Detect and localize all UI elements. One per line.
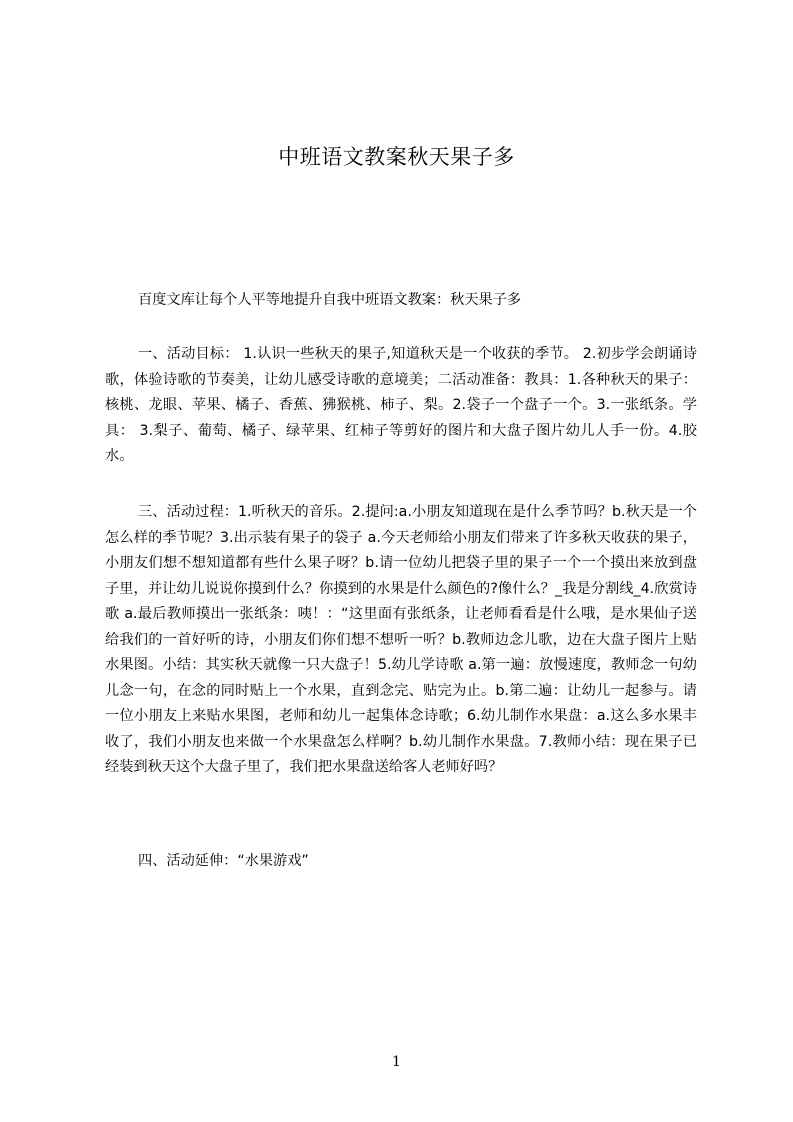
document-title: 中班语文教案秋天果子多 <box>278 145 515 169</box>
objectives-paragraph: 一、活动目标： 1.认识一些秋天的果子,知道秋天是一个收获的季节。 2.初步学会朗诵诗歌，体验诗歌的节奏美，让幼儿感受诗歌的意境美；二活动准备：教具：1.各种秋天的果子：核桃、龙眼、苹果、橘子、香蕉、狒猴桃、柿子、梨。2.袋子一个盘子一个。3.一张纸条。学具： 3.梨子、葡萄、橘子、绿苹果、红柿子等剪好的图片和大盘子图片幼儿人手一份。4.胶水。 <box>105 346 697 464</box>
page-number: 1 <box>392 1054 401 1070</box>
extension-paragraph: 四、活动延伸：“水果游戏” <box>138 853 309 869</box>
process-paragraph: 三、活动过程：1.听秋天的音乐。2.提问:a.小朋友知道现在是什么季节吗？b.秋天是一个怎么样的季节呢？3.出示装有果子的袋子 a.今天老师给小朋友们带来了许多秋天收获的果子，小朋友们想不想知道都有些什么果子呀？b.请一位幼儿把袋子里的果子一个一个摸出来放到盘子里，并让幼儿说说你摸到什么？你摸到的水果是什么颜色的?像什么？_我是分割线_4.欣赏诗歌 a.最后教师摸出一张纸条：咦！：“这里面有张纸条，让老师看看是什么哦，是水果仙子送给我们的一首好听的诗，小朋友们你们想不想听一听？b.教师边念儿歌，边在大盘子图片上贴水果图。小结：其实秋天就像一只大盘子！5.幼儿学诗歌 a.第一遍：放慢速度，教师念一句幼儿念一句，在念的同时贴上一个水果，直到念完、贴完为止。b.第二遍：让幼儿一起参与。请一位小朋友上来贴水果图，老师和幼儿一起集体念诗歌；6.幼儿制作水果盘：a.这么多水果丰收了，我们小朋友也来做一个水果盘怎么样啊？b.幼儿制作水果盘。7.教师小结：现在果子已经装到秋天这个大盘子里了，我们把水果盘送给客人老师好吗？ <box>105 504 697 775</box>
intro-paragraph: 百度文库让每个人平等地提升自我中班语文教案：秋天果子多 <box>138 292 522 308</box>
